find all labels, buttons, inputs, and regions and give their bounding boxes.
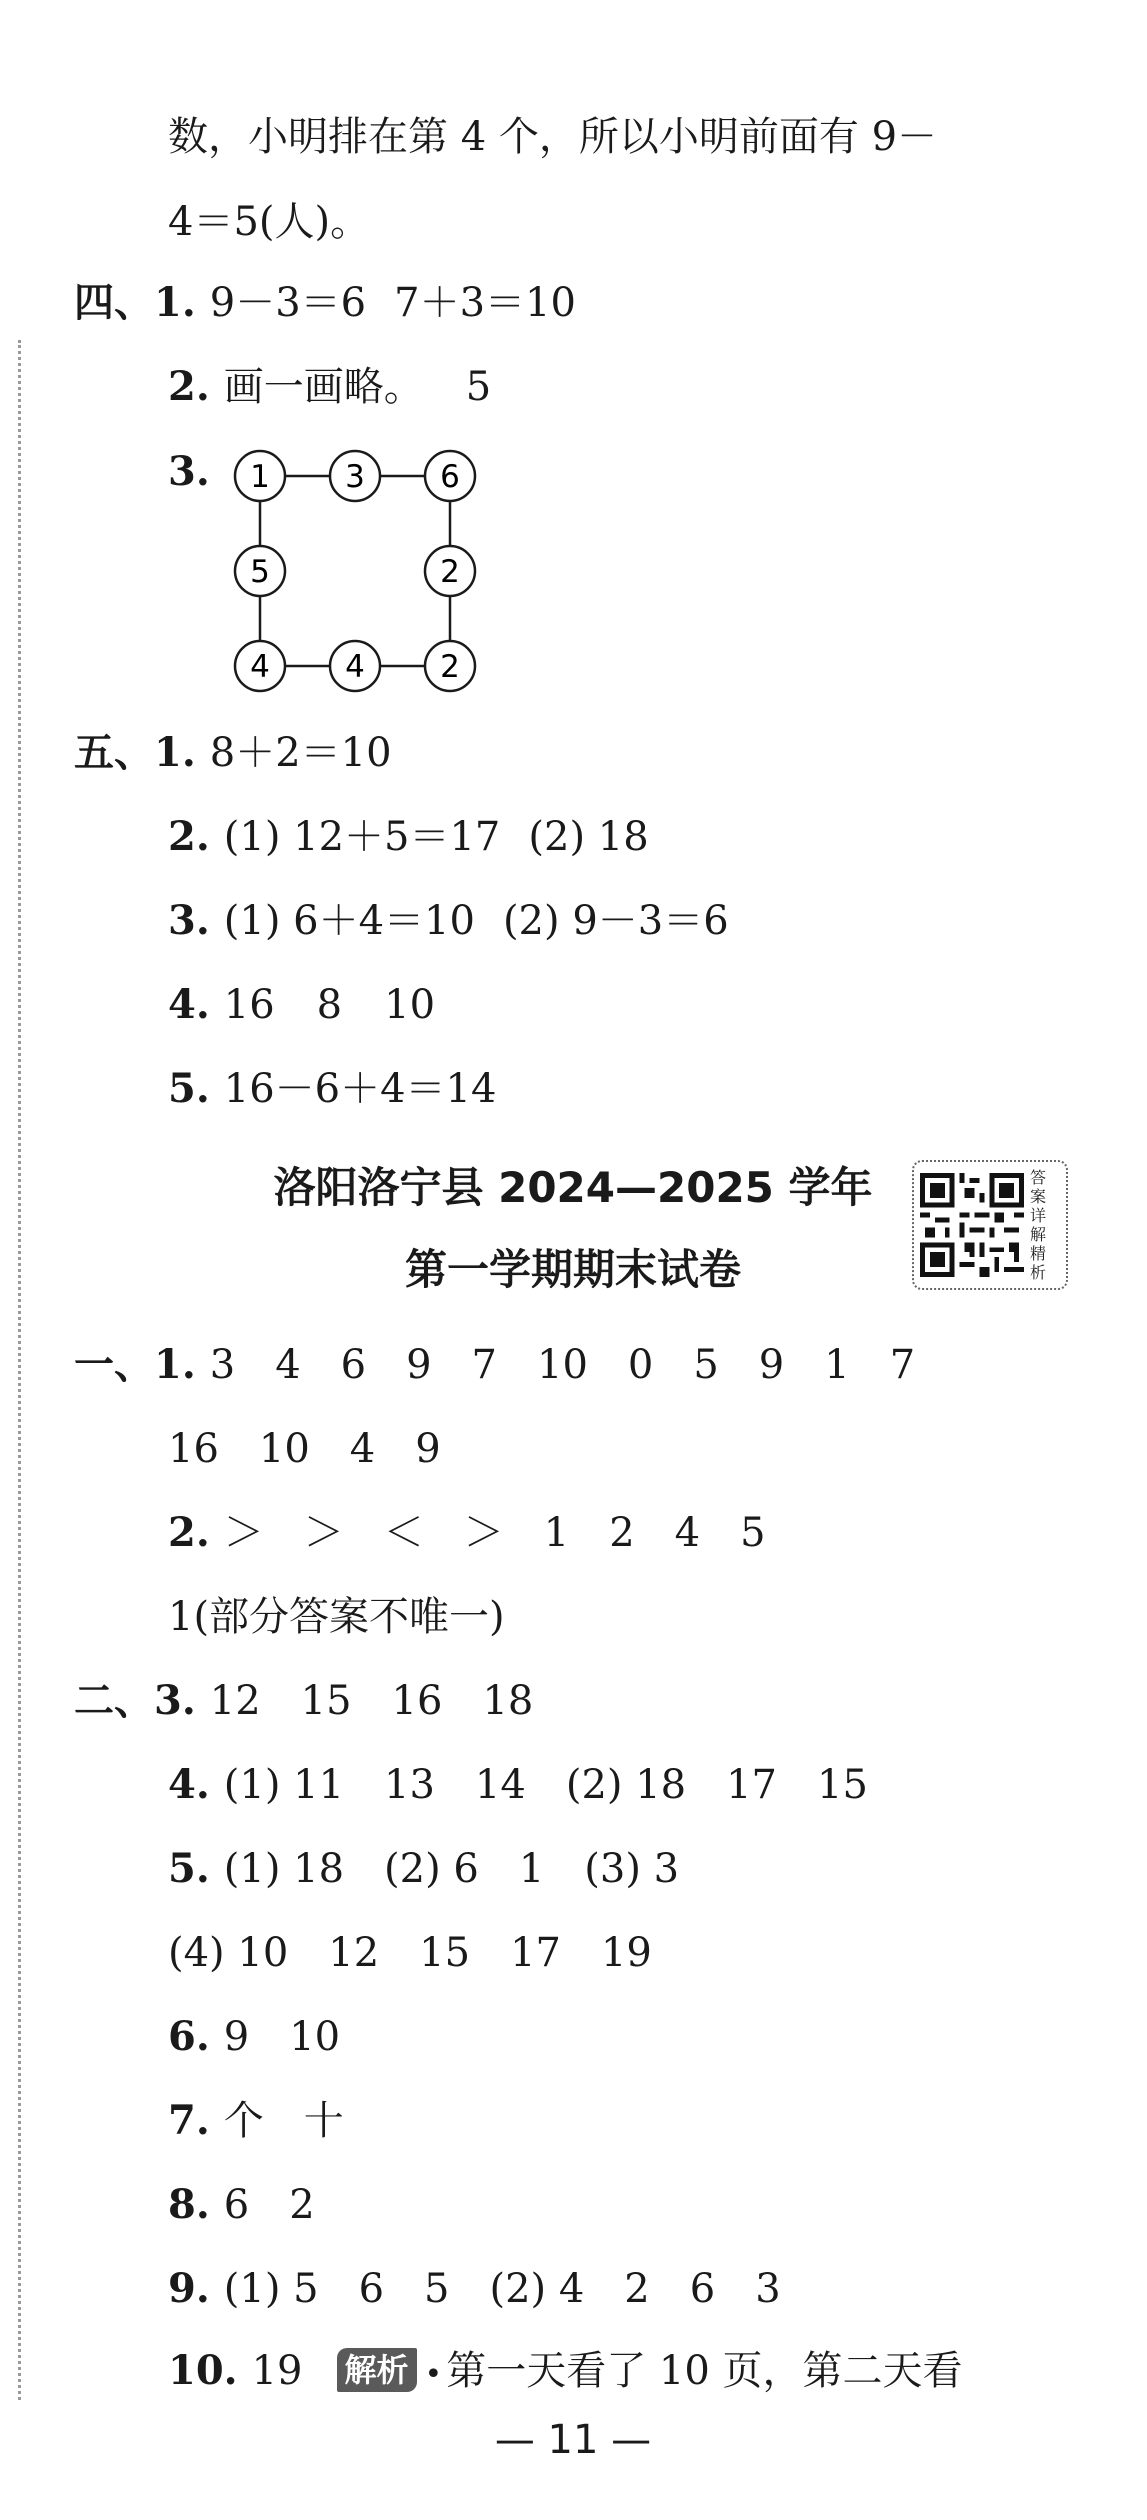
answer: 16－6＋4＝14 <box>223 1066 497 1112</box>
question-number: 3. <box>168 897 210 944</box>
answer: 3 4 6 9 7 10 0 5 9 1 7 <box>209 1342 916 1388</box>
question-number: 1. <box>154 1341 196 1388</box>
answer: 9－3＝6 <box>209 280 367 326</box>
number-grid-diagram <box>220 440 490 700</box>
question-number: 2. <box>168 813 210 860</box>
s2-q10 <box>168 2343 963 2403</box>
analysis-text: 第一天看了 10 页，第二天看 <box>446 2348 963 2394</box>
question-number: 8. <box>168 2181 210 2228</box>
node-value: 4 <box>345 649 365 685</box>
s1-q1-line2: 16 10 4 9 <box>168 1426 441 1472</box>
continuation-line-1: 数，小明排在第 4 个，所以小明前面有 9－ <box>168 114 938 160</box>
answer: 10 <box>384 982 436 1028</box>
question-number: 3. <box>154 1677 196 1724</box>
sec5-q3 <box>168 893 729 949</box>
bullet-dot: • <box>424 2357 443 2392</box>
section-label: 二、 <box>74 1677 154 1724</box>
qr-label: 答 案 详 解 精 析 <box>1029 1168 1046 1282</box>
s2-q8 <box>168 2177 315 2233</box>
s2-q3 <box>74 1673 533 1729</box>
answer: 个 十 <box>223 2098 344 2144</box>
answer: (1) 12＋5＝17 <box>223 814 501 860</box>
question-number: 4. <box>168 1761 210 1808</box>
grid-node <box>330 451 380 501</box>
qr-code-icon <box>920 1170 1024 1280</box>
question-number: 7. <box>168 2097 210 2144</box>
s2-q7 <box>168 2093 344 2149</box>
grid-node <box>235 451 285 501</box>
node-value: 4 <box>250 649 270 685</box>
node-value: 6 <box>440 459 460 495</box>
answer: (1) 5 6 5 (2) 4 2 6 3 <box>223 2266 781 2312</box>
grid-node <box>235 546 285 596</box>
answer: 8＋2＝10 <box>209 730 392 776</box>
question-number: 1. <box>154 279 196 326</box>
grid-node <box>330 641 380 691</box>
question-number: 5. <box>168 1845 210 1892</box>
answer: (1) 18 (2) 6 1 (3) 3 <box>223 1846 680 1892</box>
analysis-tag: 解析 <box>337 2348 417 2392</box>
question-number: 5. <box>168 1065 210 1112</box>
s1-q1 <box>74 1337 915 1393</box>
s2-q5 <box>168 1841 679 1897</box>
answer: 19 <box>251 2348 303 2394</box>
exam-title-line-1: 洛阳洛宁县 2024—2025 学年 <box>273 1163 873 1212</box>
s2-q6 <box>168 2009 340 2065</box>
question-number: 1. <box>154 729 196 776</box>
grid-node <box>235 641 285 691</box>
grid-node <box>425 641 475 691</box>
node-value: 2 <box>440 554 460 590</box>
s2-q5-line2: (4) 10 12 15 17 19 <box>168 1930 652 1976</box>
answer: 7＋3＝10 <box>394 280 576 326</box>
s1-q2-line2: 1(部分答案不唯一) <box>168 1594 505 1640</box>
sec4-q2 <box>168 359 491 415</box>
node-value: 2 <box>440 649 460 685</box>
sec5-q4 <box>168 977 435 1033</box>
answer: 画一画略。 <box>223 364 424 410</box>
answer: (1) 6＋4＝10 <box>223 898 475 944</box>
answer: 8 <box>316 982 343 1028</box>
binding-dotted-line <box>18 340 21 2400</box>
answer: (2) 9－3＝6 <box>502 898 729 944</box>
answer: 5 <box>465 364 492 410</box>
answer: 6 2 <box>223 2182 315 2228</box>
s1-q2 <box>168 1505 766 1561</box>
qr-code-box[interactable] <box>912 1160 1068 1290</box>
answer: 12 15 16 18 <box>209 1678 534 1724</box>
question-number: 9. <box>168 2265 210 2312</box>
answer: ＞ ＞ ＜ ＞ 1 2 4 5 <box>223 1510 766 1556</box>
page-number: — 11 — <box>494 2417 652 2463</box>
question-number: 2. <box>168 363 210 410</box>
grid-node <box>425 546 475 596</box>
question-number: 4. <box>168 981 210 1028</box>
section-label: 五、 <box>74 729 154 776</box>
grid-node <box>425 451 475 501</box>
question-number: 3. <box>168 448 210 495</box>
answer: (1) 11 13 14 (2) 18 17 15 <box>223 1762 868 1808</box>
sec4-q3 <box>168 444 210 500</box>
sec5-q2 <box>168 809 649 865</box>
node-value: 1 <box>250 459 270 495</box>
sec4-q1 <box>74 275 576 331</box>
question-number: 2. <box>168 1509 210 1556</box>
s2-q9 <box>168 2261 781 2317</box>
sec5-q5 <box>168 1061 496 1117</box>
answer: 16 <box>223 982 275 1028</box>
node-value: 3 <box>345 459 365 495</box>
sec5-q1 <box>74 725 392 781</box>
continuation-line-2: 4＝5(人)。 <box>168 199 371 245</box>
question-number: 6. <box>168 2013 210 2060</box>
node-value: 5 <box>250 554 270 590</box>
exam-title-line-2: 第一学期期末试卷 <box>404 1245 742 1294</box>
answer: (2) 18 <box>528 814 649 860</box>
question-number: 10. <box>168 2347 238 2394</box>
answer: 9 10 <box>223 2014 341 2060</box>
section-label: 一、 <box>74 1341 154 1388</box>
section-label: 四、 <box>74 279 154 326</box>
s2-q4 <box>168 1757 868 1813</box>
